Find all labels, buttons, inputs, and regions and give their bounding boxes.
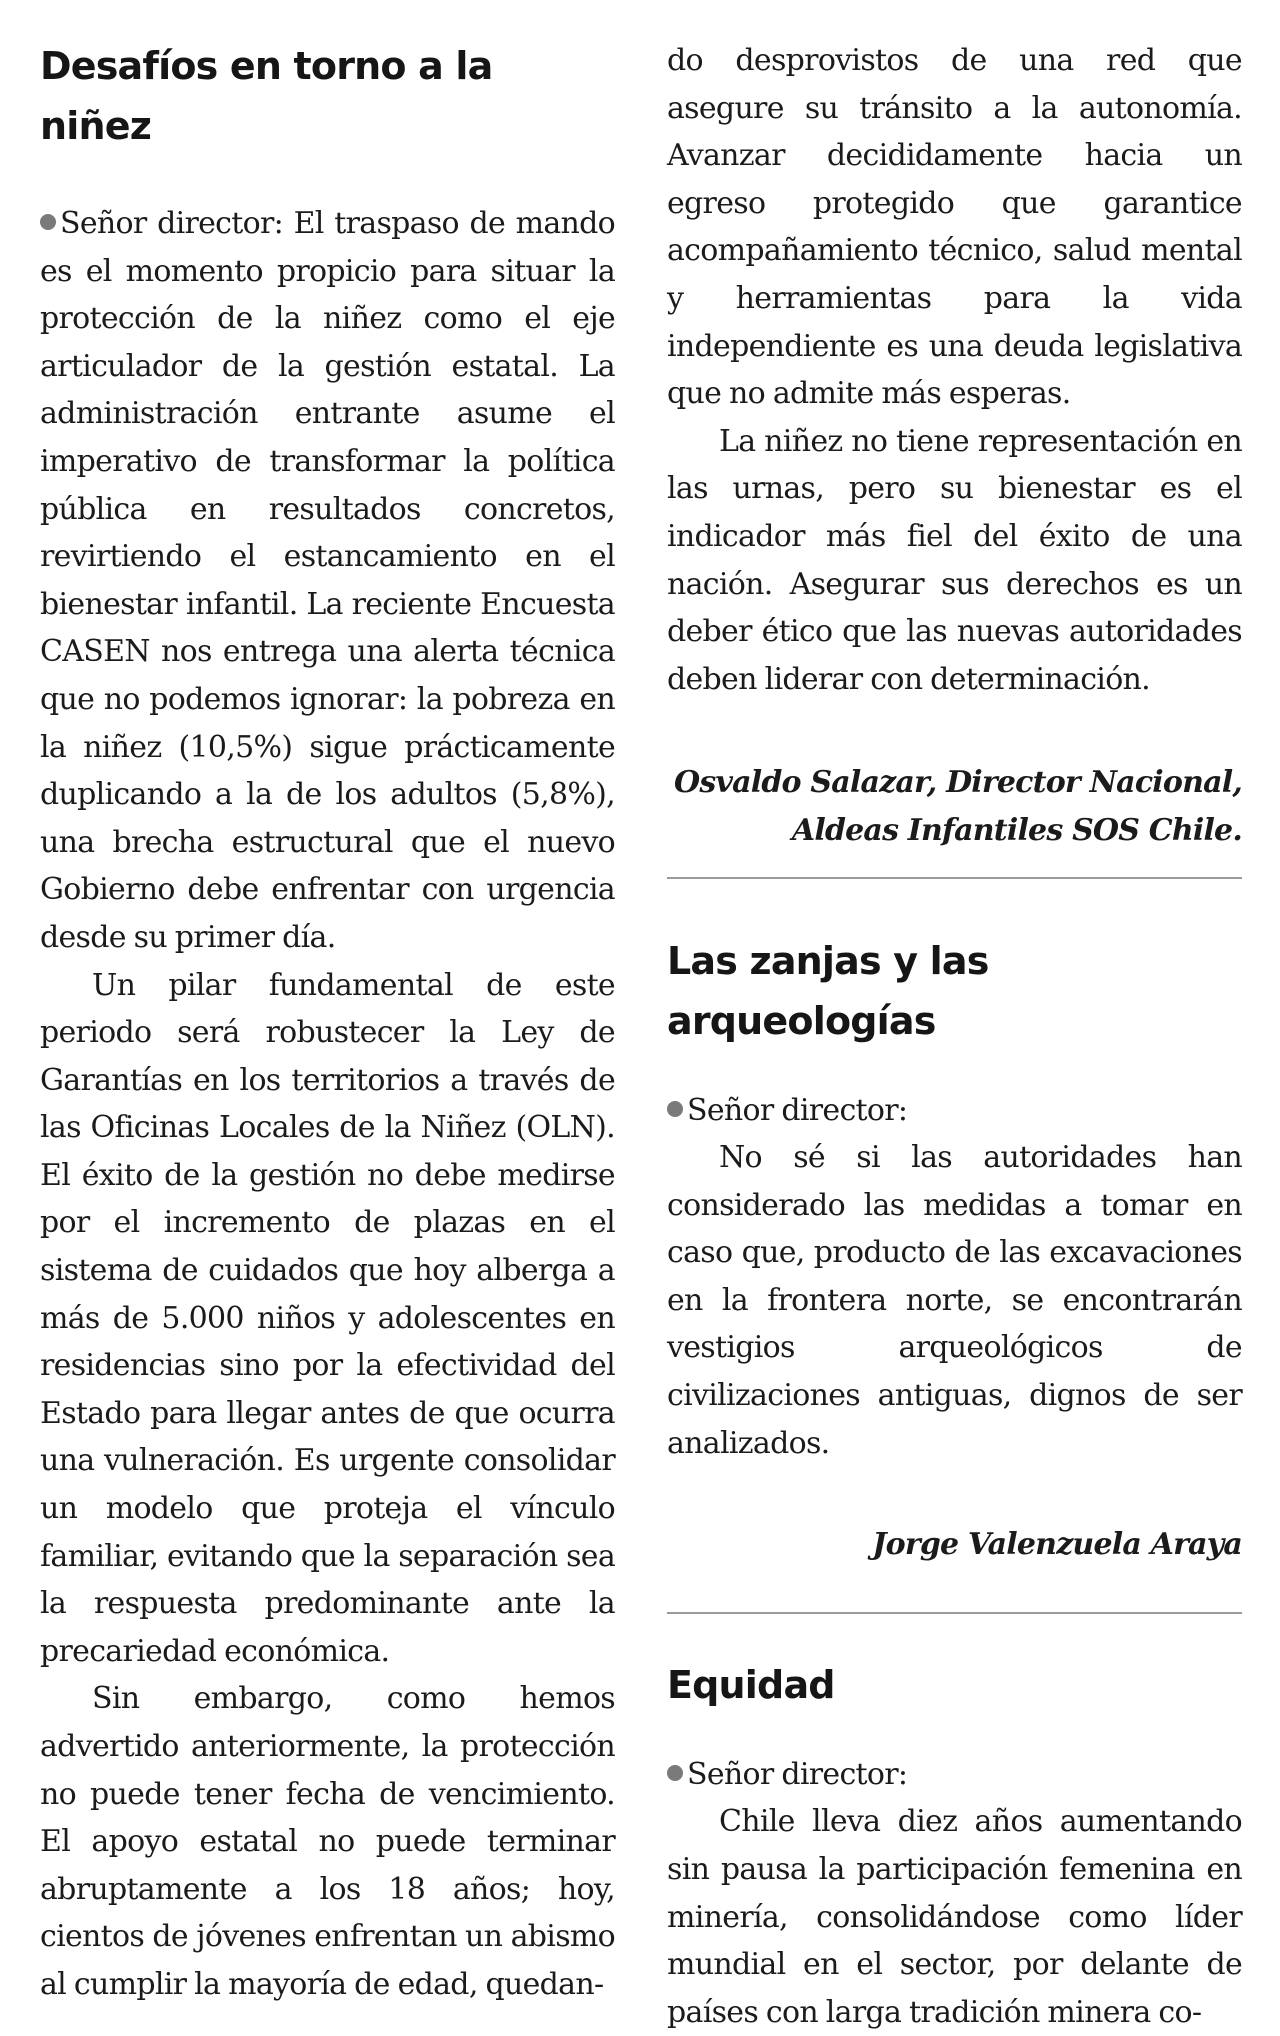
right-column [667, 0, 1242, 2036]
bullet-icon [40, 214, 56, 230]
article1-paragraph-3-continued: do desprovistos de una red que asegure su tránsito a la autonomía. Avanzar decididamente hacia un egreso protegido que garantice acompañamiento técnico, salud mental y herramientas para la vida independiente es una deuda legislativa que no admite más esperas. [667, 43, 1242, 412]
article1-paragraph-4: La niñez no tiene representación en las urnas, pero su bienestar es el indicador más fiel del éxito de una nación. Asegurar sus derechos es un deber ético que las nuevas autoridades deben liderar con determinación. [667, 423, 1242, 697]
article1-signature-line-2: Aldeas Infantiles SOS Chile. [791, 812, 1242, 848]
article2-paragraph-1: No sé si las autoridades han considerado las medidas a tomar en caso que, producto de las excavaciones en la frontera norte, se encontrarán vestigios arqueológicos de civilizaciones antiguas, dignos de ser analizados. [667, 1140, 1242, 1461]
left-column [40, 0, 615, 2009]
article2-salutation: Señor director: [667, 1087, 1242, 1135]
article2-title: Las zanjas y las arqueologías [667, 938, 989, 1043]
article1-signature-line-1: Osvaldo Salazar, Director Nacional, [674, 765, 1242, 801]
article3-paragraph-1: Chile lleva diez años aumentando sin pausa la participación femenina en minería, consolidándose como líder mundial en el sector, por delante de países con larga tradición minera co- [667, 1804, 1242, 2030]
article3-salutation: Señor director: [667, 1751, 1242, 1799]
bullet-icon [667, 1101, 683, 1117]
section-divider [667, 1612, 1242, 1614]
article3-title: Equidad [667, 1662, 835, 1707]
section-divider [667, 877, 1242, 879]
bullet-icon [667, 1765, 683, 1781]
article1-paragraph-2: Un pilar fundamental de este periodo será robustecer la Ley de Garantías en los territorios a través de las Oficinas Locales de la Niñez (OLN). El éxito de la gestión no debe medirse por el incremento de plazas en el sistema de cuidados que hoy alberga a más de 5.000 niños y adolescentes en residencias sino por la efectividad del Estado para llegar antes de que ocurra una vulneración. Es urgente consolidar un modelo que proteja el vínculo familiar, evitando que la separación sea la respuesta predominante ante la precariedad económica. [40, 967, 615, 1669]
article2-signature: Jorge Valenzuela Araya [872, 1527, 1242, 1563]
article1-title: Desafíos en torno a la niñez [40, 44, 493, 148]
article1-paragraph-1: Señor director: El traspaso de mando es el momento propicio para situar la protección de la niñez como el eje articulador de la gestión estatal. La administración entrante asume el imperativo de transformar la política pública en resultados concretos, revirtiendo el estancamiento en el bienestar infantil. La reciente Encuesta CASEN nos entrega una alerta técnica que no podemos ignorar: la pobreza en la niñez (10,5%) sigue prácticamente duplicando a la de los adultos (5,8%), una brecha estructural que el nuevo Gobierno debe enfrentar con urgencia desde su primer día. [40, 206, 615, 955]
article1-paragraph-3-start: Sin embargo, como hemos advertido anteriormente, la protección no puede tener fecha de vencimiento. El apoyo estatal no puede terminar abruptamente a los 18 años; hoy, cientos de jóvenes enfrentan un abismo al cumplir la mayoría de edad, quedan- [40, 1681, 615, 2002]
